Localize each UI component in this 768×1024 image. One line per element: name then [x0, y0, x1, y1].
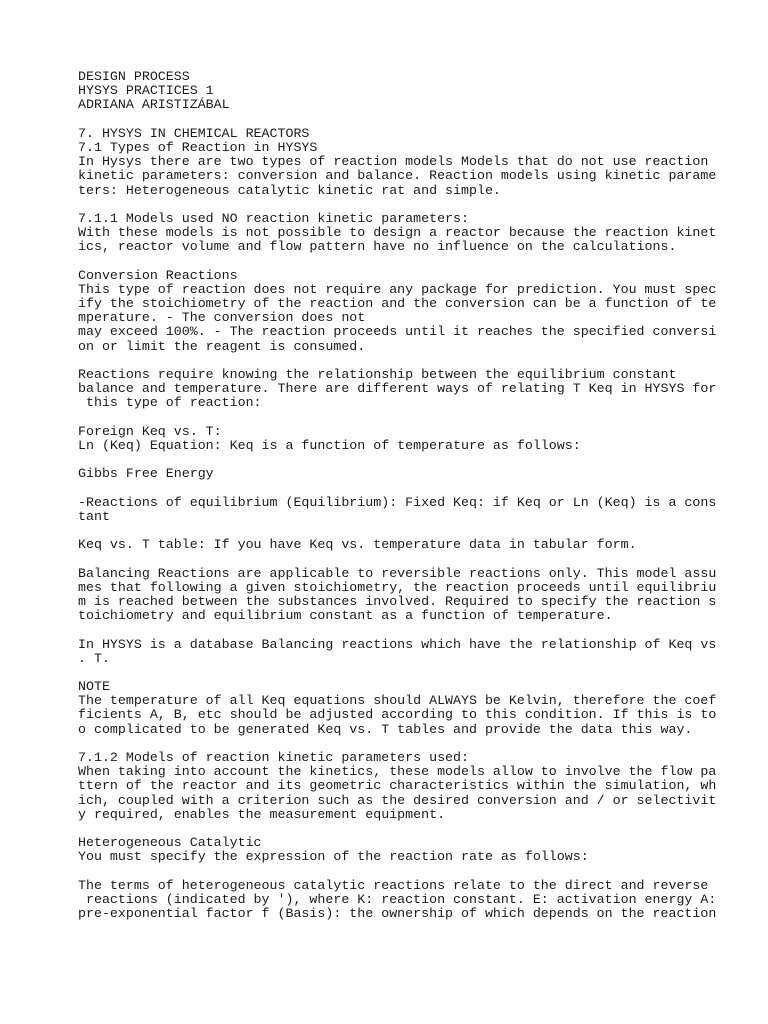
paragraph [78, 127, 728, 198]
text-line: reactions (indicated by '), where K: reaction constant. E: activation energy A: [78, 891, 717, 907]
paragraph [78, 836, 728, 864]
text-line: Heterogeneous Catalytic [78, 835, 262, 851]
text-line: this type of reaction: [78, 395, 262, 411]
text-line: 7.1 Types of Reaction in HYSYS [78, 139, 318, 155]
text-line: o complicated to be generated Keq vs. T tables and provide the data this way. [78, 721, 693, 737]
text-line: toichiometry and equilibrium constant as a function of temperature. [78, 608, 613, 624]
text-line: Conversion Reactions [78, 267, 238, 283]
text-line: Keq vs. T table: If you have Keq vs. temperature data in tabular form. [78, 537, 637, 553]
text-line: In HYSYS is a database Balancing reactions which have the relationship of Keq vs [78, 636, 717, 652]
text-line: HYSYS PRACTICES 1 [78, 83, 214, 99]
text-line: may exceed 100%. - The reaction proceeds until it reaches the specified conversi [78, 324, 717, 340]
document-body [78, 70, 728, 921]
text-line: 7.1.2 Models of reaction kinetic parameters used: [78, 750, 469, 765]
text-line: mes that following a given stoichiometry, the reaction proceeds until equilibriu [78, 579, 717, 595]
text-line: The terms of heterogeneous catalytic reactions relate to the direct and reverse [78, 877, 709, 893]
text-line: y required, enables the measurement equipment. [78, 806, 446, 822]
text-line: balance and temperature. There are different ways of relating T Keq in HYSYS for [78, 381, 717, 397]
text-line: . T. [78, 650, 110, 666]
text-line: ics, reactor volume and flow pattern have no influence on the calculations. [78, 239, 677, 255]
paragraph [78, 680, 728, 737]
paragraph [78, 425, 728, 453]
paragraph [78, 751, 728, 822]
text-line: Ln (Keq) Equation: Keq is a function of temperature as follows: [78, 437, 581, 453]
text-line: -Reactions of equilibrium (Equilibrium): Fixed Keq: if Keq or Ln (Keq) is a cons [78, 494, 717, 510]
text-line: This type of reaction does not require any package for prediction. You must spec [78, 281, 717, 297]
text-line: ADRIANA ARISTIZÁBAL [78, 97, 230, 113]
document-page [78, 70, 728, 935]
paragraph [78, 368, 728, 411]
text-line: kinetic parameters: conversion and balance. Reaction models using kinetic parame [78, 168, 717, 184]
paragraph [78, 496, 728, 524]
text-line: You must specify the expression of the reaction rate as follows: [78, 849, 589, 865]
text-line: The temperature of all Keq equations should ALWAYS be Kelvin, therefore the coef [78, 693, 717, 709]
text-line: ich, coupled with a criterion such as the desired conversion and / or selectivit [78, 792, 717, 808]
text-line: tant [78, 508, 110, 524]
text-line: Balancing Reactions are applicable to reversible reactions only. This model assu [78, 565, 717, 581]
text-line: 7.1.1 Models used NO reaction kinetic parameters: [78, 210, 469, 226]
text-line: m is reached between the substances involved. Required to specify the reaction s [78, 593, 717, 609]
paragraph [78, 538, 728, 552]
text-line: ttern of the reactor and its geometric characteristics within the simulation, wh [78, 778, 717, 794]
text-line: mperature. - The conversion does not [78, 310, 366, 326]
paragraph [78, 269, 728, 354]
paragraph [78, 879, 728, 922]
paragraph [78, 467, 728, 481]
paragraph [78, 212, 728, 255]
text-line: In Hysys there are two types of reaction models Models that do not use reaction [78, 154, 709, 170]
text-line: ficients A, B, etc should be adjusted according to this condition. If this is to [78, 707, 717, 723]
text-line: Gibbs Free Energy [78, 466, 214, 482]
paragraph [78, 567, 728, 624]
text-line: on or limit the reagent is consumed. [78, 338, 366, 354]
paragraph [78, 638, 728, 666]
text-line: pre-exponential factor f (Basis): the ownership of which depends on the reaction [78, 906, 717, 922]
text-line: With these models is not possible to design a reactor because the reaction kinet [78, 225, 717, 241]
text-line: When taking into account the kinetics, these models allow to involve the flow pa [78, 764, 717, 780]
text-line: ters: Heterogeneous catalytic kinetic rat and simple. [78, 182, 501, 198]
text-line: ify the stoichiometry of the reaction and the conversion can be a function of te [78, 296, 717, 311]
text-line: Reactions require knowing the relationship between the equilibrium constant [78, 366, 677, 382]
paragraph [78, 70, 728, 113]
text-line: NOTE [78, 679, 110, 695]
text-line: DESIGN PROCESS [78, 69, 190, 84]
text-line: 7. HYSYS IN CHEMICAL REACTORS [78, 125, 310, 141]
text-line: Foreign Keq vs. T: [78, 423, 222, 439]
